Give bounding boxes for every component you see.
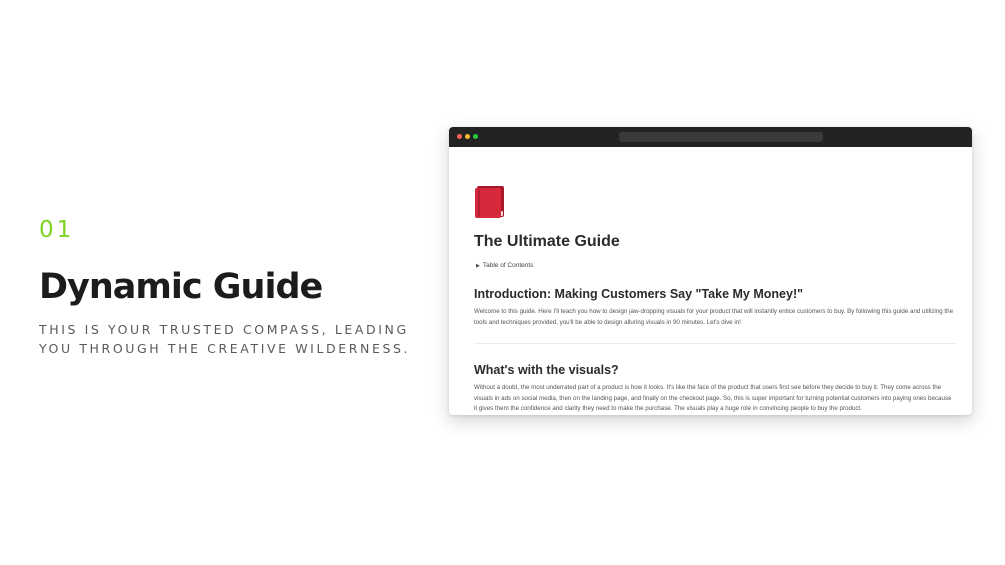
address-bar[interactable] bbox=[619, 132, 823, 142]
hero-title: Dynamic Guide bbox=[39, 267, 323, 307]
intro-heading: Introduction: Making Customers Say "Take My Money!" bbox=[474, 287, 804, 301]
intro-paragraph: Welcome to this guide. Here I'll teach you how to design jaw-dropping visuals for your product that will instantly entice customers to buy. By following this guide and utilizing the tools and techniques provided, you'll be able to design alluring visuals in 90 minutes. Let's dive in! bbox=[474, 308, 954, 326]
toc-label: Table of Contents bbox=[482, 262, 534, 269]
section-number: 01 bbox=[39, 217, 75, 243]
minimize-window-button[interactable] bbox=[465, 134, 470, 139]
triangle-right-icon: ▶ bbox=[476, 263, 480, 269]
maximize-window-button[interactable] bbox=[473, 134, 478, 139]
table-of-contents-toggle[interactable] bbox=[476, 262, 533, 269]
hero-subtitle: THIS IS YOUR TRUSTED COMPASS, LEADING YOU THROUGH THE CREATIVE WILDERNESS. bbox=[39, 322, 411, 356]
visuals-paragraph: Without a doubt, the most underrated part of a product is how it looks. It's like the face of the product that users first see before they decide to buy it. They come across the visuals in ads on social media, then on the landing page, and finally on the checkout page. So, this is super important for turning potential customers into paying ones because it gives them the confidence and clarity they need to make the purchase. The visuals play a huge role in convincing people to buy the product. bbox=[474, 384, 952, 412]
hero-section bbox=[39, 216, 439, 358]
section-divider bbox=[474, 343, 956, 344]
book-icon bbox=[474, 185, 506, 219]
browser-window bbox=[449, 127, 972, 415]
window-titlebar bbox=[449, 127, 972, 147]
close-window-button[interactable] bbox=[457, 134, 462, 139]
visuals-heading: What's with the visuals? bbox=[474, 363, 619, 377]
document-title: The Ultimate Guide bbox=[474, 233, 620, 250]
